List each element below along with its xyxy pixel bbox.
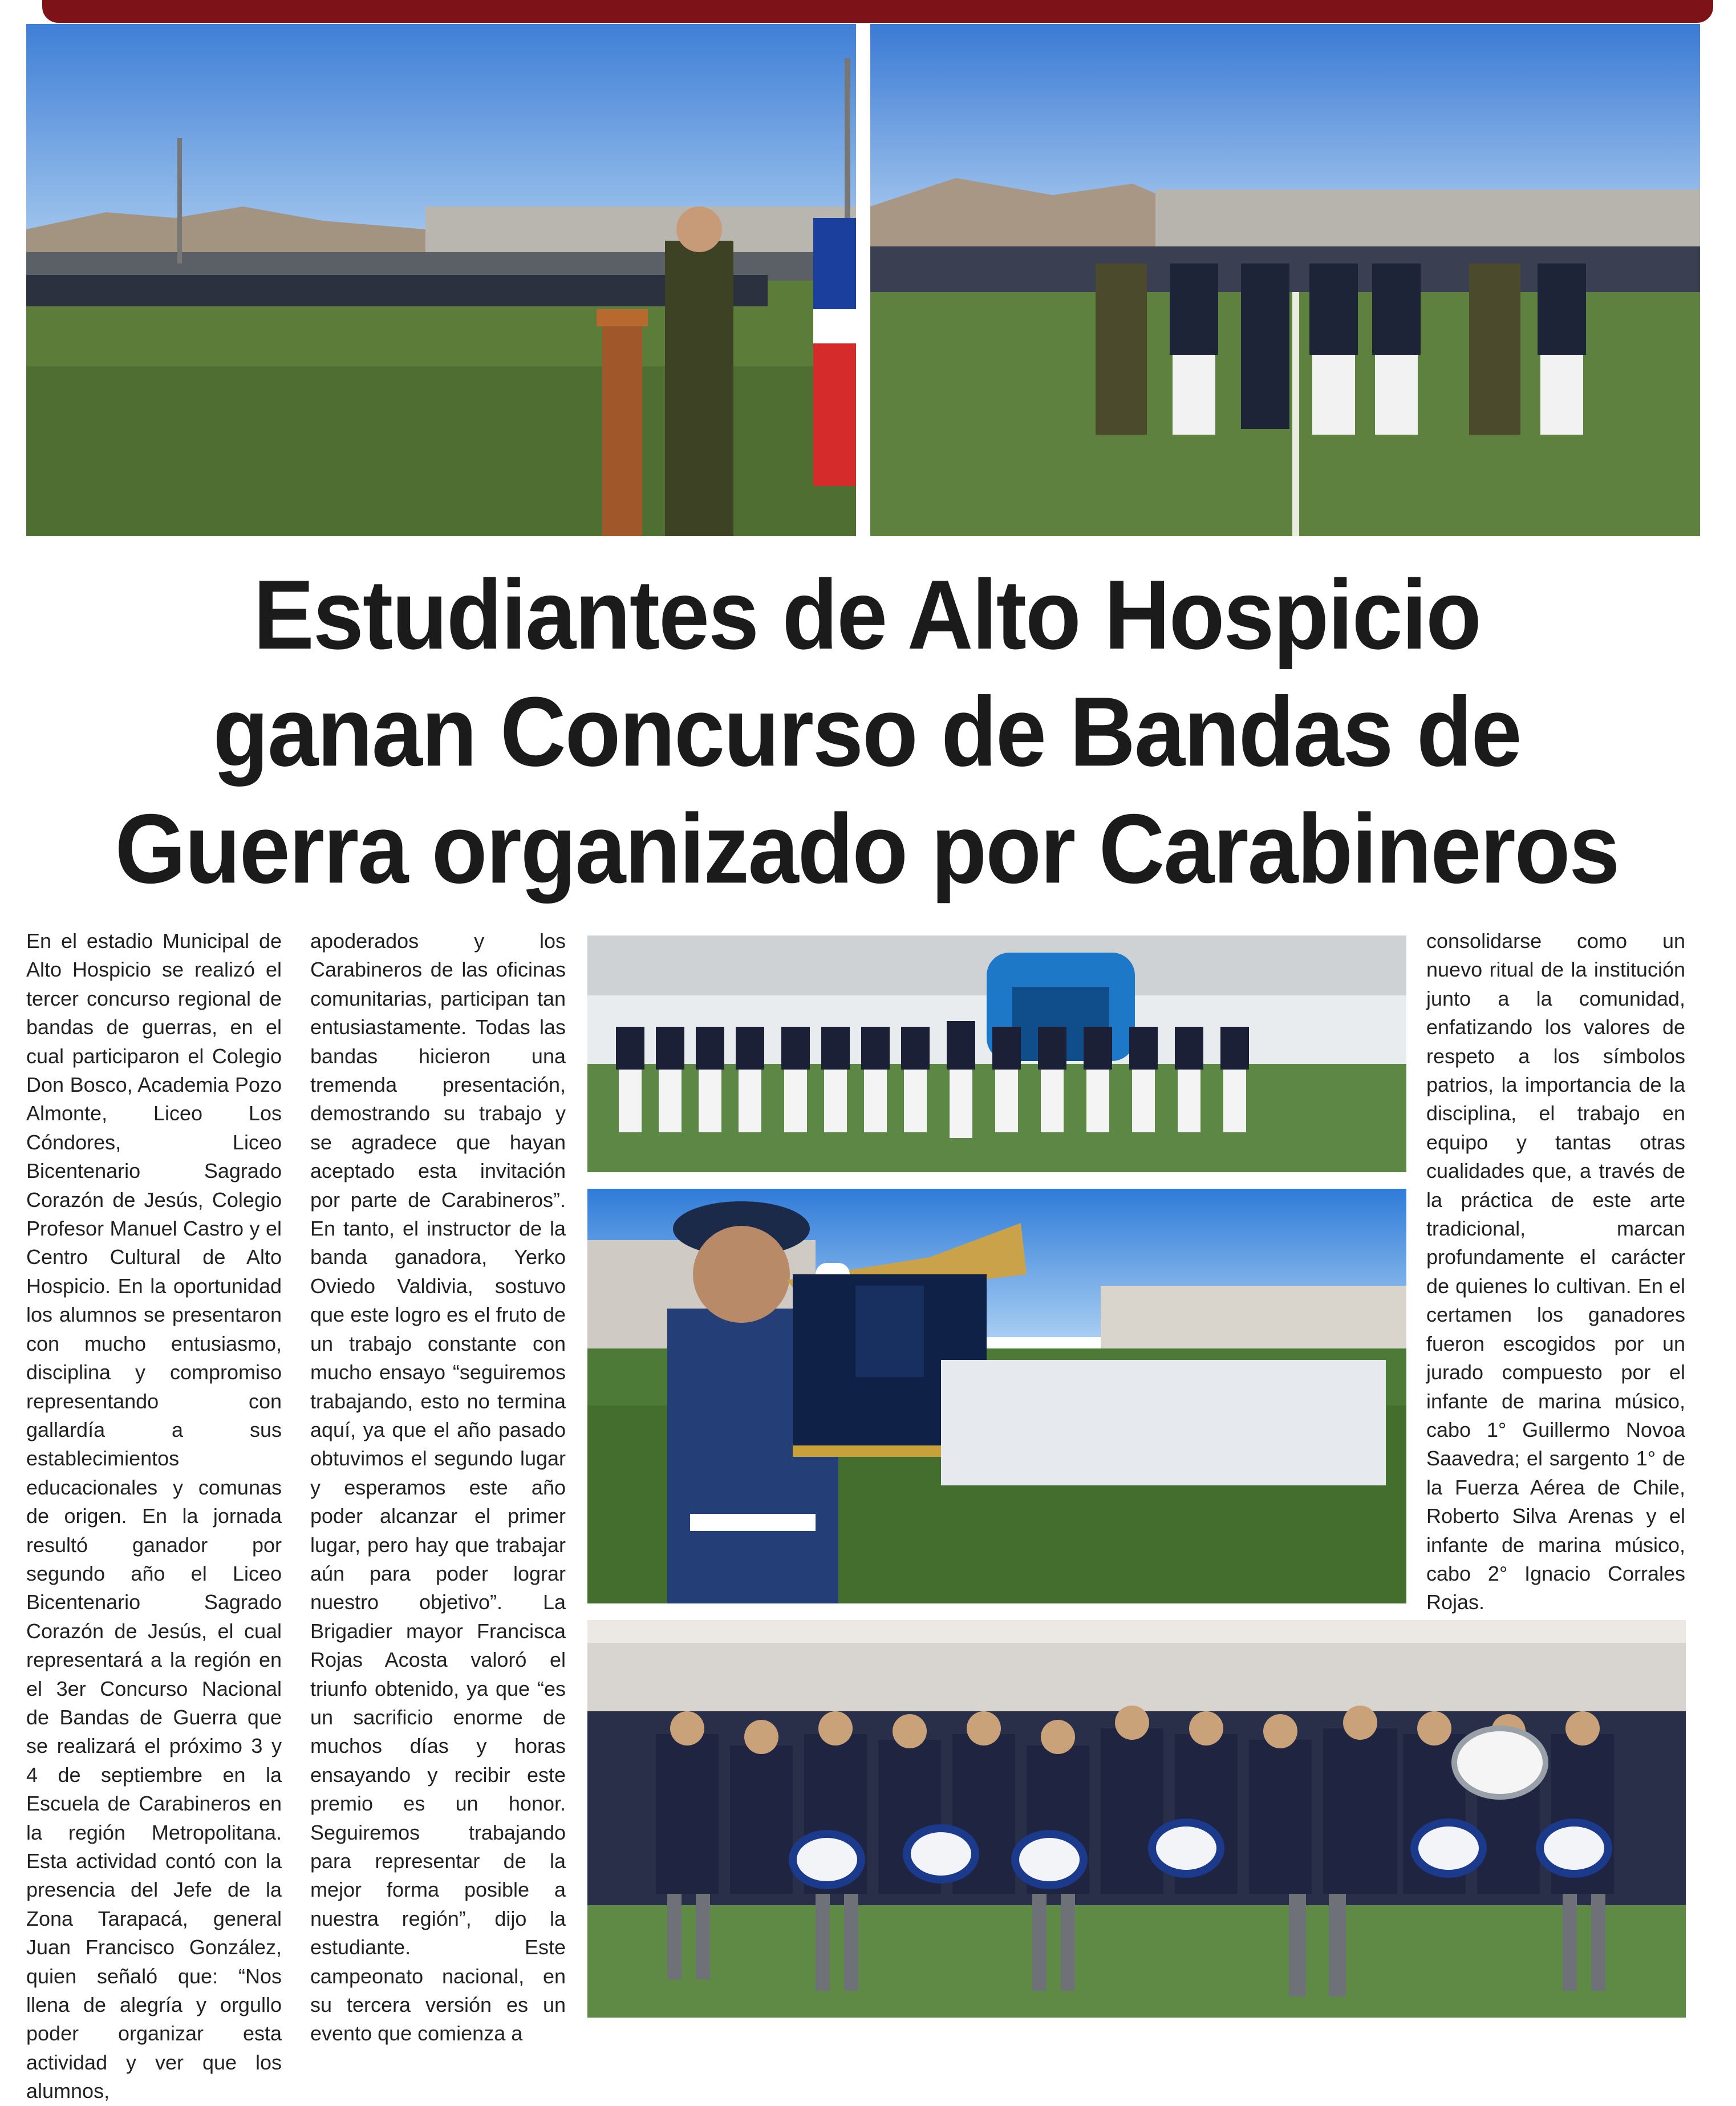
headline-line: Estudiantes de Alto Hospicio xyxy=(253,559,1481,670)
podium-officer-photo xyxy=(26,24,856,536)
bugler-photo xyxy=(587,1189,1406,1603)
headline-line: Guerra organizado por Carabineros xyxy=(115,793,1619,904)
group-photo xyxy=(870,24,1700,536)
article-text: apoderados y los Carabineros de las oficinas comunitarias, participan tan entusiastamente. Todas las bandas hicieron una tremenda presentación, demostrando su trabajo y se agradece que hayan aceptado esta invitación por parte de Carabineros”. En tanto, el instructor de la banda ganadora, Yerko Oviedo Valdivia, sostuvo que este logro es el fruto de un trabajo constante con mucho ensayo “seguiremos trabajando, esto no termina aquí, ya que el año pasado obtuvimos el segundo lugar y esperamos este año poder alcanzar el primer lugar, pero hay que trabajar aún para poder lograr nuestro objetivo”. La Brigadier mayor Francisca Rojas Acosta valoró el triunfo obtenido, ya que “es un sacrificio enorme de muchos días y horas ensayando y recibir este premio es un honor. Seguiremos trabajando para representar de la mejor forma posible a nuestra región”, dijo la estudiante. Este campeonato nacional, en su tercera versión es un evento que comienza a xyxy=(310,929,566,2046)
band-lineup-photo xyxy=(587,935,1406,1172)
header-accent-bar xyxy=(42,0,1713,23)
article-column-2 xyxy=(310,927,566,2048)
drum-corps-photo xyxy=(587,1620,1686,2018)
article-text: consolidarse como un nuevo ritual de la institución junto a la comunidad, enfatizando los valores de respeto a los símbolos patrios, la importancia de la disciplina, el trabajo en equipo y tantas otras cualidades que, a través de la práctica de este arte tradicional, marcan profundamente el carácter de quienes lo cultivan. En el certamen los ganadores fueron escogidos por un jurado compuesto por el infante de marina músico, cabo 1° Guillermo Novoa Saavedra; el sargento 1° de la Fuerza Aérea de Chile, Roberto Silva Arenas y el infante de marina músico, cabo 2° Ignacio Corrales Rojas. xyxy=(1426,929,1685,1614)
article-column-3 xyxy=(1426,927,1685,1617)
article-headline xyxy=(23,556,1711,908)
article-text: En el estadio Municipal de Alto Hospicio se realizó el tercer concurso regional de bandas de guerras, en el cual participaron el Colegio Don Bosco, Academia Pozo Almonte, Liceo Los Cóndores, Liceo Bicentenario Sagrado Corazón de Jesús, Colegio Profesor Manuel Castro y el Centro Cultural de Alto Hospicio. En la oportunidad los alumnos se presentaron con mucho entusiasmo, disciplina y compromiso representando con gallardía a sus establecimientos educacionales y comunas de origen. En la jornada resultó ganador por segundo año el Liceo Bicentenario Sagrado Corazón de Jesús, el cual representará a la región en el 3er Concurso Nacional de Bandas de Guerra que se realizará el próximo 3 y 4 de septiembre en la Escuela de Carabineros en la región Metropolitana. Esta actividad contó con la presencia del Jefe de la Zona Tarapacá, general Juan Francisco González, quien señaló que: “Nos llena de alegría y orgullo poder organizar esta actividad y ver que los alumnos, xyxy=(26,929,282,2103)
article-column-1 xyxy=(26,927,282,2106)
headline-line: ganan Concurso de Bandas de xyxy=(213,676,1521,787)
